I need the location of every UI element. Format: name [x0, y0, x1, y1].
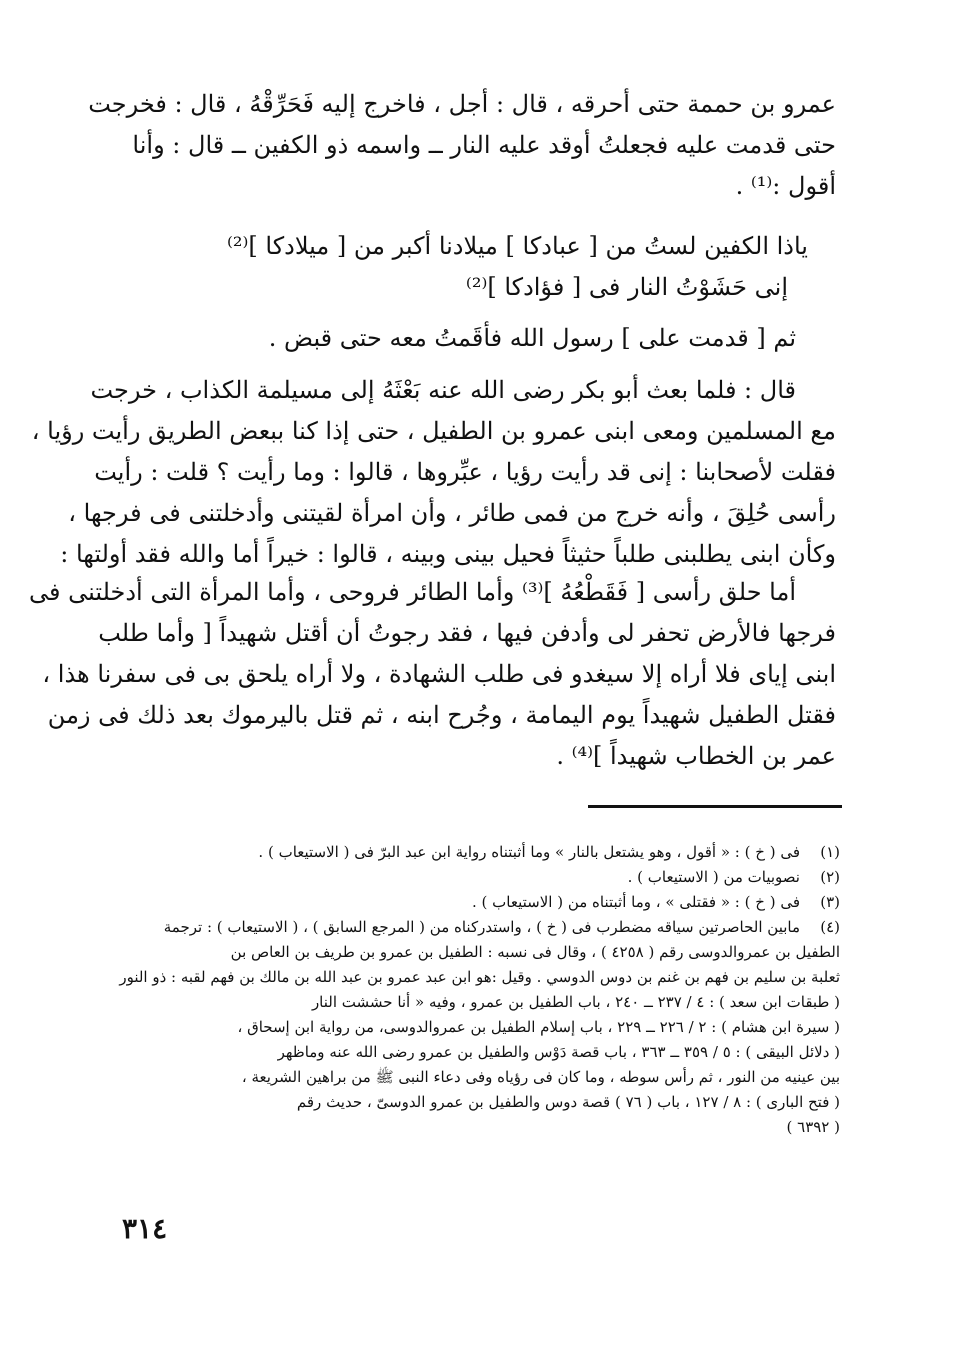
footnote-divider: [588, 805, 842, 808]
footnote-continuation: ثعلبة بن سليم بن فهم بن غنم بن دوس الدوسي . وقيل :هو ابن عبد عمرو بن عبد الله بن مالك بن فهم لقبه : ذو النور: [119, 968, 840, 986]
footnote-continuation: ( ٦٣٩٢ ): [786, 1118, 840, 1136]
poem-verses: [150, 226, 808, 308]
verse-line: إنى حَشَوْتُ النار فى [ فؤادكا ]⁽²⁾: [465, 273, 788, 301]
verse-line: ياذا الكفين لستُ من [ عبادكا ] ميلادنا أكبر من [ ميلادكا ]⁽²⁾: [226, 232, 808, 260]
footnote-number: (١): [820, 843, 840, 861]
text-line: أما حلق رأسى [ فَقَطْعُهُ ]⁽³⁾ وأما الطائر فروحى ، وأما المرأة التى أدخلتنى فى: [28, 578, 796, 606]
footnotes: [118, 840, 840, 1140]
paragraph-1: [88, 84, 836, 207]
footnote-continuation: ( طبقات ابن سعد ) : ٤ / ٢٣٧ ــ ٢٤٠ ، باب الطفيل بن عمرو ، وفيه « أنا حششت النار: [311, 993, 840, 1011]
text-line: فقلت لأصحابنا : إنى قد رأيت رؤيا ، عبِّروها ، قالوا : وما رأيت ؟ قلت : رأيت: [94, 458, 836, 486]
footnote-text: مابين الحاصرتين سياقه مضطرب فى ( خ ) ، واستدركناه من ( المرجع السابق ) ، ( الاستيعاب ) : ترجمة: [163, 918, 800, 936]
footnote-number: (٤): [820, 918, 840, 936]
footnote-continuation: ( فتح البارى ) : ٨ / ١٢٧ ، باب ( ٧٦ ) قصة دوس والطفيل بن عمرو الدوسىّ ، حديث رقم: [296, 1093, 840, 1111]
text-line: ثم [ قدمت على ] رسول الله فأقَمتُ معه حتى قبض .: [268, 324, 796, 352]
footnote-1: [118, 840, 840, 865]
text-line: فقتل الطفيل شهيداً يوم اليمامة ، وجُرح ابنه ، ثم قتل باليرموك بعد ذلك فى زمن: [47, 701, 836, 729]
text-line: رأسى حُلِقَ ، وأنه خرج من فمى طائر ، وأن امرأة لقيتنى وأدخلتنى فى فرجها ،: [68, 499, 836, 527]
text-line: أقول :⁽¹⁾ .: [735, 172, 836, 200]
footnote-continuation: ( سيرة ابن هشام ) : ٢ / ٢٢٦ ــ ٢٢٩ ، باب إسلام الطفيل بن عمروالدوسى، من رواية ابن إسحاق ،: [237, 1018, 840, 1036]
footnote-text: نصوبيات من ( الاستيعاب ) .: [627, 868, 800, 886]
footnote-text: فى ( خ ) : « أقول ، وهو يشتعل بالنار » وما أثبتناه رواية ابن عبد البرّ فى ( الاستيعاب ) .: [258, 843, 800, 861]
paragraph-4: [28, 572, 836, 777]
page-number: ٣١٤: [122, 1212, 168, 1245]
text-line: فرجها فالأرض تحفر لى وأدفن فيها ، فقد رجوتُ أن أقتل شهيداً [ وأما طلب: [98, 619, 836, 647]
text-line: مع المسلمين ومعى ابنى عمرو بن الطفيل ، حتى إذا كنا ببعض الطريق رأيت رؤيا ،: [31, 417, 836, 445]
footnote-continuation: ( دلائل البيقى ) : ٥ / ٣٥٩ ــ ٣٦٣ ، باب قصة دَوْس والطفيل بن عمرو رضى الله عنه وماظهر: [277, 1043, 840, 1061]
footnote-text: فى ( خ ) : « فقتلى » ، وما أثبتناه من ( الاستيعاب ) .: [472, 893, 800, 911]
footnote-continuation: الطفيل بن عمروالدوسى رقم ( ٤٢٥٨ ) ، وقال فى نسبه : الطفيل بن عمرو بن طريف بن العاص بن: [230, 943, 840, 961]
text-line: قال : فلما بعث أبو بكر رضى الله عنه بَعْثَهُ إلى مسيلمة الكذاب ، خرجت: [90, 376, 796, 404]
footnote-number: (٣): [820, 893, 840, 911]
text-line: حتى قدمت عليه فجعلتُ أوقد عليه النار ــ واسمه ذو الكفين ــ قال : وأنا: [132, 131, 836, 159]
footnote-2: [118, 865, 840, 890]
paragraph-3: [31, 370, 836, 575]
text-line: وكأن ابنى يطلبنى طلباً حثيثاً فحيل بينى وبينه ، قالوا : خيراً أما والله فقد أولتها :: [60, 540, 836, 568]
text-line: عمرو بن حممة حتى أحرقه ، قال : أجل ، فاخرج إليه فَحَرِّقْهُ ، قال : فخرجت: [88, 90, 836, 118]
text-line: ابنى إياى فلا أراه إلا سيغدو فى طلب الشهادة ، ولا أراه يلحق بى فى سفرنا هذا ،: [42, 660, 836, 688]
paragraph-2: [122, 318, 836, 359]
footnote-3: [118, 890, 840, 915]
text-line: عمر بن الخطاب شهيداً ]⁽⁴⁾ .: [556, 742, 836, 770]
footnote-number: (٢): [820, 868, 840, 886]
footnote-continuation: بين عينيه من النور ، ثم رأس سوطه ، وما كان فى رؤياه وفى دعاء النبى ﷺ من براهين الشريعة ،: [241, 1068, 840, 1086]
footnote-4: [118, 915, 840, 940]
